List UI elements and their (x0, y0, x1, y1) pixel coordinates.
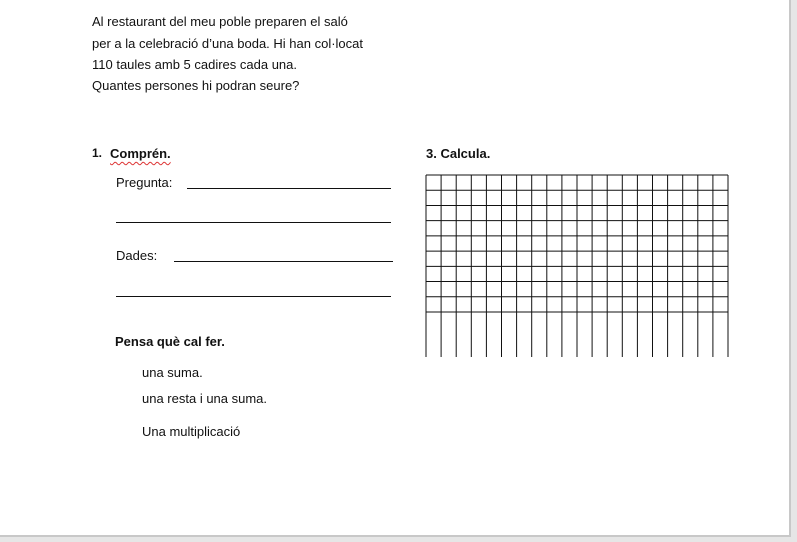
section1-title: Comprén. (110, 146, 171, 161)
think-title: Pensa què cal fer. (115, 334, 225, 349)
question-label: Pregunta: (116, 175, 173, 190)
option-subtract-sum: una resta i una suma. (142, 391, 268, 406)
problem-line: Al restaurant del meu poble preparen el saló (92, 14, 348, 29)
section1-number: 1. (92, 146, 103, 160)
data-label: Dades: (116, 248, 158, 263)
problem-line: per a la celebració d’una boda. Hi han col·locat (92, 36, 364, 51)
option-multiplication: Una multiplicació (142, 424, 241, 439)
option-sum: una suma. (142, 365, 203, 380)
problem-line: Quantes persones hi podran seure? (92, 78, 300, 93)
problem-line: 110 taules amb 5 cadires cada una. (92, 57, 298, 72)
section3-title: 3. Calcula. (426, 146, 491, 161)
